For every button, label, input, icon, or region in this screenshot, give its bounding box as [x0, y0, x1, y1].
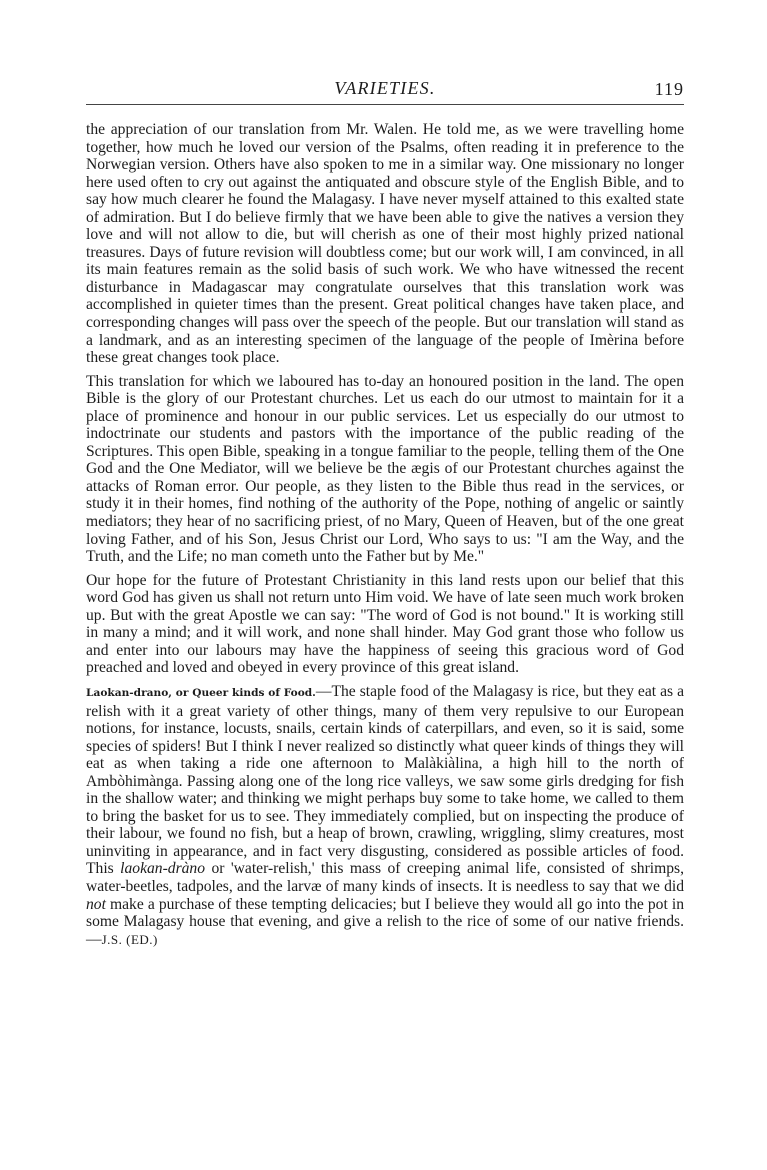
page-number: 119 — [654, 79, 684, 99]
paragraph-hope: Our hope for the future of Protestant Christianity in this land rests upon our belief that this word God has given us shall not return unto Him void. We have of late seen much work broken up. But with the great Apostle we can say: "The word of God is not bound." It is working still in many a mind; and it will work, and none shall hinder. May God grant those who follow us and enter into our labours may have the happiness of seeing this gracious word of God preached and loved and obeyed in every province of this great island. — [86, 571, 684, 677]
note-heading-term: Laokan-drano, or — [86, 686, 193, 699]
paragraph-open-bible: This translation for which we laboured has to-day an honoured position in the land. The open Bible is the glory of our Protestant churches. Let us each do our utmost to maintain for it a place of prominence and honour in our public services. Let us especially do our utmost to indoctrinate our students and pastors with the importance of the public reading of the Scriptures. This open Bible, speaking in a tongue familiar to the people, telling them of the One God and the One Mediator, will we believe be the ægis of our Protestant churches against the attacks of Roman error. Our people, as they listen to the Bible thus read in the services, or study it in their homes, find nothing of the authority of the Pope, nothing of angelic or saintly mediators; they hear of no sacrificing priest, of no Mary, Queen of Heaven, but of the one great loving Father, and of his Son, Jesus Christ our Lord, Who says to us: "I am the Way, and the Truth, and the Life; no man cometh unto the Father but by Me." — [86, 372, 684, 566]
note-queer-food — [86, 683, 684, 948]
header-rule — [86, 104, 684, 105]
body-text — [86, 121, 684, 948]
running-title: VARIETIES. — [334, 78, 436, 98]
note-text-3: make a purchase of these tempting delicacies; but I believe they would all go into the pot in some Malagasy house that evening, and give a relish to the rice of some of our native friends.— — [86, 895, 684, 948]
note-text-2: or 'water-relish,' this mass of creeping animal life, consisted of shrimps, water-beetles, tadpoles, and the larvæ of many kinds of insects. It is needless to say that we did — [86, 860, 684, 895]
page-header — [86, 78, 684, 102]
note-term: laokan-dràno — [120, 860, 206, 878]
note-text-1: —The staple food of the Malagasy is rice, but they eat as a relish with it a great variety of other things, many of them very repulsive to our European notions, for instance, locusts, snails, certain kinds of caterpillars, and even, so it is said, some species of spiders! But I think I never realized so distinctly what queer kinds of things they will eat as when taking a ride one afternoon to Malàkiàlina, a high hill to the north of Ambòhimànga. Passing along one of the long rice valleys, we saw some girls dredging for fish in the shallow water; and thinking we might perhaps buy some to take home, we called to them to bring the basket for us to see. They immediately complied, but on inspecting the produce of their labour, we found no fish, but a heap of brown, crawling, wriggling, slimy creatures, most uninviting in appearance, and in fact very disgusting, considered as possible articles of food. This — [86, 682, 685, 878]
note-signature: J.S. (ED.) — [101, 931, 158, 947]
note-emphasis: not — [86, 895, 106, 913]
paragraph-translation-appreciation: the appreciation of our translation from Mr. Walen. He told me, as we were travelling home together, how much he loved our version of the Psalms, often reading it in preference to the Norwegian version. Others have also spoken to me in a similar way. One missionary no longer here used often to cry out against the antiquated and obscure style of the English Bible, and to say how much clearer he found the Malagasy. I have never myself attained to this exalted state of admiration. But I do believe firmly that we have been able to give the natives a version they love and will not allow to die, but will cherish as one of their most highly prized national treasures. Days of future revision will doubtless come; but our work will, I am convinced, in all its main features remain as the solid basis of such work. We who have witnessed the recent disturbance in Madagascar may congratulate ourselves that this translation work was accomplished in quieter times than the present. Great political changes have taken place, and corresponding changes will pass over the speech of the people. But our translation will stand as a landmark, and as an interesting specimen of the language of the people of Imèrina before these great changes took place. — [86, 121, 684, 367]
note-heading-title: Queer kinds of Food. — [192, 686, 316, 699]
